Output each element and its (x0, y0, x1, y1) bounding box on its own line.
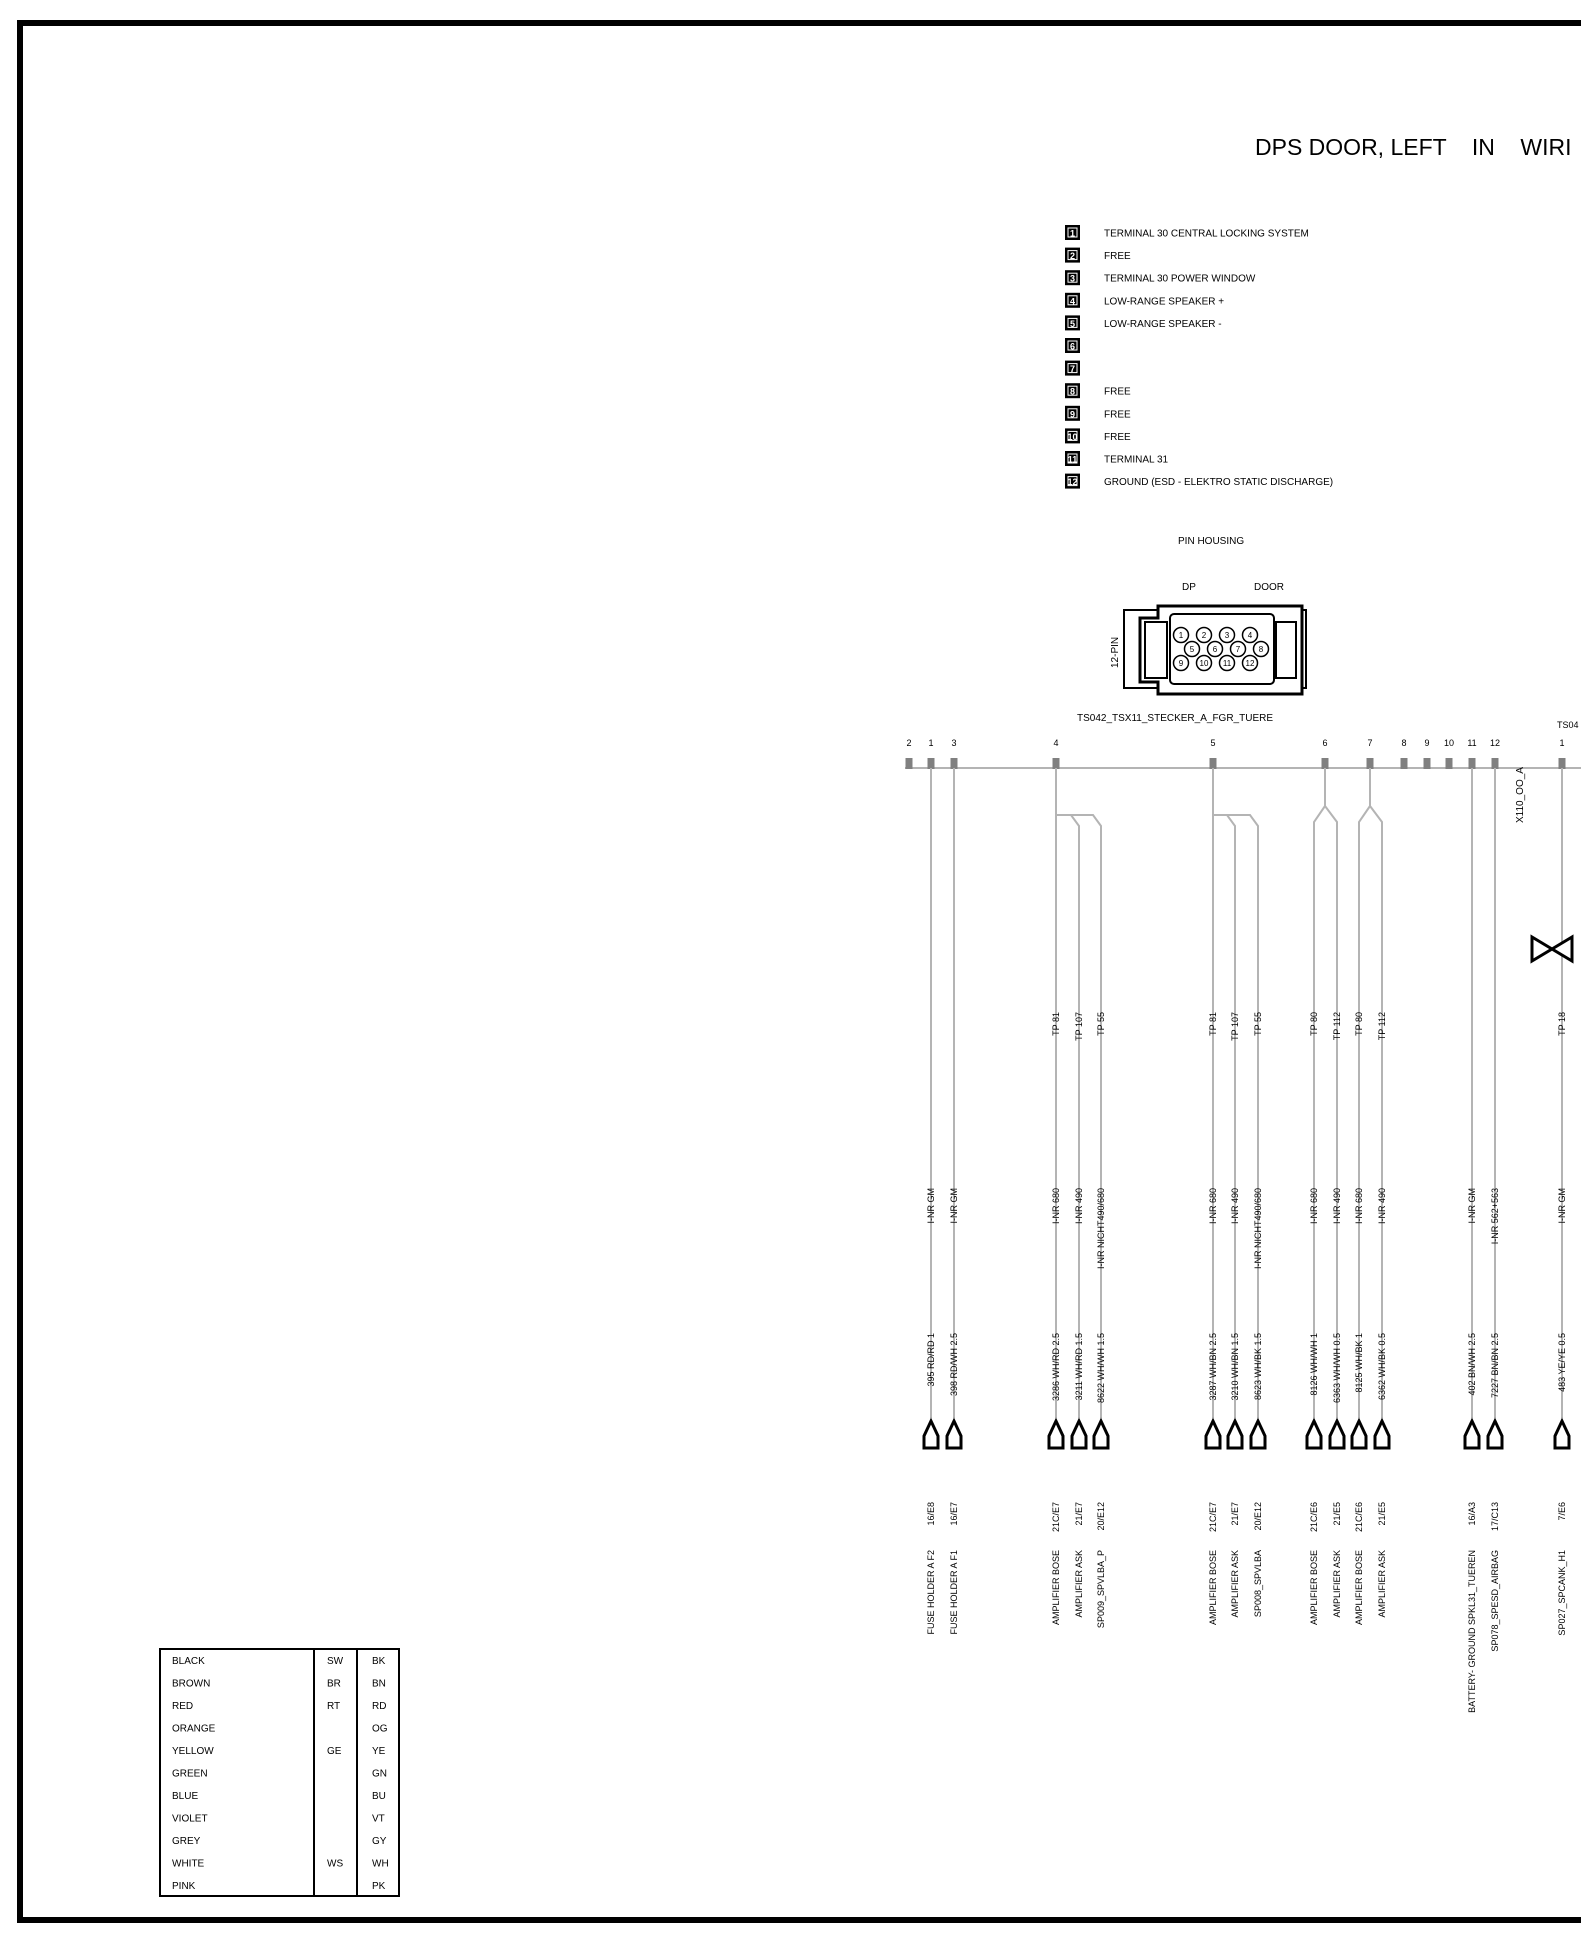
header-pin-7 (1367, 758, 1374, 769)
header-pin-label: 1 (928, 738, 934, 748)
pin-legend-number: 1 (1069, 228, 1076, 239)
wire-tp-label: TP 81 (1051, 1012, 1061, 1036)
housing-pin-number: 9 (1178, 659, 1184, 668)
wire-4 (1056, 815, 1079, 1418)
wire-spec-label: 3211 WH/RD 1.5 (1074, 1333, 1084, 1401)
wire-11 (1359, 806, 1370, 1418)
wire-spec-label: 6362 WH/BK 0.5 (1377, 1333, 1387, 1401)
header-pin-label: 4 (1053, 738, 1059, 748)
wire-tp-label: TP 80 (1309, 1012, 1319, 1036)
wire-tp-label: TP 80 (1354, 1012, 1364, 1036)
pin-housing (1077, 536, 1306, 724)
wire-tp-label: TP 112 (1332, 1012, 1342, 1041)
wire-option-label: I-NR 490 (1377, 1188, 1387, 1225)
housing-pin-number: 12 (1245, 659, 1255, 668)
wire-option-label: I-NR NICHT490/680 (1253, 1188, 1263, 1270)
wire-terminal (1375, 1421, 1389, 1448)
pin-legend-number: 5 (1069, 318, 1076, 329)
wire-spec-label: 8126 WH/WH 1 (1309, 1333, 1319, 1396)
wire-terminal (947, 1421, 961, 1448)
color-name: GREEN (172, 1768, 208, 1780)
wire-option-label: I-NR 680 (1309, 1188, 1319, 1225)
header-pin-label: 2 (906, 738, 912, 748)
wire-group (924, 768, 1572, 1713)
wire-spec-label: 395 RD/RD 1 (926, 1333, 936, 1387)
wire-destination: FUSE HOLDER A F1 (949, 1550, 959, 1635)
housing-pin-number: 2 (1201, 631, 1207, 640)
color-code-en: RD (372, 1701, 387, 1712)
pin-legend-number: 4 (1069, 296, 1076, 307)
wire-destination: SP027_SPCANK_H1 (1557, 1550, 1567, 1636)
wire-spec-label: 8622 WH/WH 1.5 (1096, 1333, 1106, 1404)
wire-terminal (1555, 1421, 1569, 1448)
color-name: YELLOW (172, 1746, 214, 1757)
wire-spec-label: 6363 WH/WH 0.5 (1332, 1333, 1342, 1404)
header-pin-9 (1424, 758, 1431, 769)
wire-destination: AMPLIFIER BOSE (1051, 1550, 1061, 1626)
wire-ref-label: 16/E7 (949, 1502, 959, 1526)
wire-destination: AMPLIFIER ASK (1377, 1550, 1387, 1618)
wire-option-label: I-NR 562+563 (1490, 1188, 1500, 1245)
pin-legend-number: 6 (1069, 341, 1076, 352)
wire-spec-label: 7227 BN/BN 2.5 (1490, 1333, 1500, 1399)
wire-terminal (924, 1421, 938, 1448)
wire-terminal (1330, 1421, 1344, 1448)
color-code-en: YE (372, 1746, 386, 1757)
housing-pin-cavities (1174, 628, 1269, 671)
wire-option-label: I-NR 490 (1074, 1188, 1084, 1225)
wire-terminal (1094, 1421, 1108, 1448)
wire-terminal (1228, 1421, 1242, 1448)
housing-pin-number: 10 (1199, 659, 1209, 668)
color-code-en: BU (372, 1791, 386, 1802)
housing-side-right: DOOR (1254, 582, 1284, 593)
pin-legend-text: FREE (1104, 431, 1131, 443)
connector-name: TS042_TSX11_STECKER_A_FGR_TUERE (1077, 713, 1274, 724)
wire-spec-label: 3286 WH/RD 2.5 (1051, 1333, 1061, 1402)
header-pin-2 (928, 758, 935, 769)
wire-ref-label: 16/A3 (1467, 1502, 1477, 1526)
wire-ref-label: 21C/E6 (1354, 1502, 1364, 1533)
wire-option-label: I-NR GM (949, 1188, 959, 1224)
wire-ref-label: 21/E5 (1332, 1502, 1342, 1526)
header-pin-label: 11 (1467, 738, 1477, 748)
wire-ref-label: 21/E7 (1230, 1502, 1240, 1526)
wire-tp-label: TP 18 (1557, 1012, 1567, 1036)
wire-terminal (1049, 1421, 1063, 1448)
wire-option-label: I-NR 680 (1354, 1188, 1364, 1225)
color-name: BROWN (172, 1678, 211, 1690)
color-name: BLUE (172, 1791, 199, 1802)
color-code-en: VT (372, 1813, 385, 1825)
housing-pin-number: 3 (1224, 631, 1230, 640)
pin-legend-number: 8 (1069, 386, 1076, 397)
pin-legend-number: 3 (1069, 273, 1076, 284)
pin-legend-number: 11 (1067, 454, 1078, 465)
wire-option-label: I-NR 490 (1230, 1188, 1240, 1225)
pin-legend (1065, 225, 1333, 489)
wire-tp-label: TP 107 (1074, 1012, 1084, 1041)
pin-legend-text: TERMINAL 30 CENTRAL LOCKING SYSTEM (1104, 228, 1309, 240)
color-name: GREY (172, 1836, 201, 1847)
pin-legend-text: FREE (1104, 386, 1131, 398)
header-pin-5 (1210, 758, 1217, 769)
wire-destination: SP009_SPVLBA_P (1096, 1550, 1106, 1629)
wire-terminal (1206, 1421, 1220, 1448)
twisted-pair-symbol (1532, 937, 1572, 961)
housing-heading: PIN HOUSING (1178, 536, 1245, 547)
color-code-en: GN (372, 1768, 387, 1780)
wire-ref-label: 20/E12 (1253, 1502, 1263, 1531)
pin-legend-number: 10 (1067, 431, 1078, 442)
pin-legend-number: 9 (1069, 409, 1076, 420)
pin-legend-text: FREE (1104, 409, 1131, 421)
wire-spec-label: 8125 WH/BK 1 (1354, 1333, 1364, 1393)
header-pin-label: 7 (1367, 738, 1373, 748)
wire-destination: AMPLIFIER BOSE (1309, 1550, 1319, 1626)
wire-destination: SP008_SPVLBA (1253, 1550, 1263, 1618)
wire-spec-label: 402 BN/WH 2.5 (1467, 1333, 1477, 1396)
color-code-en: WH (372, 1858, 389, 1870)
header-pin-label: 8 (1401, 738, 1407, 748)
wire-12 (1370, 806, 1382, 1418)
pin-legend-number: 2 (1069, 251, 1076, 262)
housing-pin-number: 6 (1212, 645, 1218, 654)
wire-option-label: I-NR 680 (1208, 1188, 1218, 1225)
housing-pin-number: 5 (1189, 645, 1195, 654)
header-pin-1 (906, 758, 913, 769)
color-name: ORANGE (172, 1723, 216, 1735)
wire-tp-label: TP 55 (1096, 1012, 1106, 1036)
color-name: BLACK (172, 1656, 205, 1667)
color-code-de: BR (327, 1678, 341, 1690)
color-code-en: PK (372, 1881, 386, 1892)
header-pin-12 (1492, 758, 1499, 769)
wire-7 (1213, 815, 1235, 1418)
wire-terminal (1307, 1421, 1321, 1448)
wire-ref-label: 21C/E7 (1208, 1502, 1218, 1533)
right-connector-partial: TS04 (1557, 720, 1579, 730)
wire-ref-label: 16/E8 (926, 1502, 936, 1526)
wire-option-label: I-NR NICHT490/680 (1096, 1188, 1106, 1270)
header-pin-4 (1053, 758, 1060, 769)
housing-side-left: DP (1182, 582, 1196, 593)
wire-destination: SP078_SPESD_AIRBAG (1490, 1550, 1500, 1652)
housing-pin-number: 1 (1178, 631, 1184, 640)
wire-option-label: I-NR 490 (1332, 1188, 1342, 1225)
header-pin-8 (1401, 758, 1408, 769)
wire-ref-label: 21C/E7 (1051, 1502, 1061, 1533)
wire-tp-label: TP 107 (1230, 1012, 1240, 1041)
wire-spec-label: 3210 WH/BN 1.5 (1230, 1333, 1240, 1401)
pin-legend-number: 12 (1067, 477, 1078, 488)
wire-10 (1325, 806, 1337, 1418)
color-code-de: SW (327, 1656, 344, 1667)
pin-legend-number: 7 (1069, 364, 1076, 375)
header-pin-13 (1559, 758, 1566, 769)
wire-ref-label: 7/E6 (1557, 1502, 1567, 1521)
wire-ref-label: 21C/E6 (1309, 1502, 1319, 1533)
color-name: VIOLET (172, 1813, 208, 1825)
housing-pin-count: 12-PIN (1110, 636, 1121, 668)
color-code-en: BN (372, 1678, 386, 1690)
header-pin-10 (1446, 758, 1453, 769)
wire-spec-label: 3287 WH/BN 2.5 (1208, 1333, 1218, 1401)
connector-header (905, 738, 1581, 769)
wire-destination: AMPLIFIER BOSE (1208, 1550, 1218, 1626)
wire-ref-label: 21/E7 (1074, 1502, 1084, 1526)
wire-destination: AMPLIFIER BOSE (1354, 1550, 1364, 1626)
color-code-de: WS (327, 1858, 344, 1870)
header-pin-label: 1 (1559, 738, 1565, 748)
color-legend (160, 1649, 399, 1896)
pin-legend-text: TERMINAL 30 POWER WINDOW (1104, 273, 1256, 285)
wire-ref-label: 21/E5 (1377, 1502, 1387, 1526)
pin-legend-text: FREE (1104, 251, 1131, 263)
color-name: WHITE (172, 1858, 205, 1870)
color-code-en: OG (372, 1723, 388, 1735)
housing-pin-number: 4 (1247, 631, 1253, 640)
header-pin-3 (951, 758, 958, 769)
wire-option-label: I-NR GM (926, 1188, 936, 1224)
wire-terminal (1465, 1421, 1479, 1448)
pin-legend-text: TERMINAL 31 (1104, 454, 1169, 466)
wire-destination: AMPLIFIER ASK (1074, 1550, 1084, 1618)
wire-destination: FUSE HOLDER A F2 (926, 1550, 936, 1635)
header-pin-label: 5 (1210, 738, 1216, 748)
color-code-de: GE (327, 1746, 342, 1757)
wire-spec-label: 398 RD/WH 2.5 (949, 1333, 959, 1397)
sheet-border (20, 23, 1581, 1920)
color-name: PINK (172, 1881, 196, 1892)
header-pin-label: 9 (1424, 738, 1430, 748)
color-name: RED (172, 1701, 194, 1712)
housing-pin-number: 8 (1258, 645, 1264, 654)
wire-destination: BATTERY- GROUND SPKL31_TUEREN (1467, 1550, 1477, 1713)
wire-terminal (1251, 1421, 1265, 1448)
header-pin-label: 3 (951, 738, 957, 748)
wire-option-label: I-NR GM (1557, 1188, 1567, 1224)
wire-destination: AMPLIFIER ASK (1332, 1550, 1342, 1618)
wire-tp-label: TP 112 (1377, 1012, 1387, 1041)
wire-tp-label: TP 55 (1253, 1012, 1263, 1036)
diagram-title: DPS DOOR, LEFT IN WIRI (1255, 134, 1572, 160)
wire-option-label: I-NR GM (1467, 1188, 1477, 1224)
wire-terminal (1488, 1421, 1502, 1448)
wire-destination: AMPLIFIER ASK (1230, 1550, 1240, 1618)
wire-9 (1314, 806, 1325, 1418)
wire-option-label: I-NR 680 (1051, 1188, 1061, 1225)
pin-legend-text: LOW-RANGE SPEAKER + (1104, 296, 1225, 308)
header-pin-label: 6 (1322, 738, 1328, 748)
header-pin-11 (1469, 758, 1476, 769)
pin-legend-text: GROUND (ESD - ELEKTRO STATIC DISCHARGE) (1104, 477, 1334, 489)
wire-terminal (1072, 1421, 1086, 1448)
header-pin-6 (1322, 758, 1329, 769)
color-code-en: BK (372, 1656, 386, 1667)
color-code-en: GY (372, 1836, 387, 1847)
pin-legend-text: LOW-RANGE SPEAKER - (1104, 318, 1222, 330)
wire-spec-label: 483 YE/YE 0.5 (1557, 1333, 1567, 1392)
wire-terminal (1352, 1421, 1366, 1448)
header-pin-label: 10 (1443, 738, 1455, 748)
wire-spec-label: 8623 WH/BK 1.5 (1253, 1333, 1263, 1401)
housing-pin-number: 11 (1222, 659, 1232, 668)
header-pin-label: 12 (1489, 738, 1501, 748)
wire-ref-label: 20/E12 (1096, 1502, 1106, 1531)
wire-ref-label: 17/C13 (1490, 1502, 1500, 1532)
wire-tp-label: TP 81 (1208, 1012, 1218, 1036)
color-code-de: RT (327, 1701, 341, 1712)
side-connector-label: X110_OO_A (1515, 767, 1526, 823)
housing-pin-number: 7 (1235, 645, 1241, 654)
